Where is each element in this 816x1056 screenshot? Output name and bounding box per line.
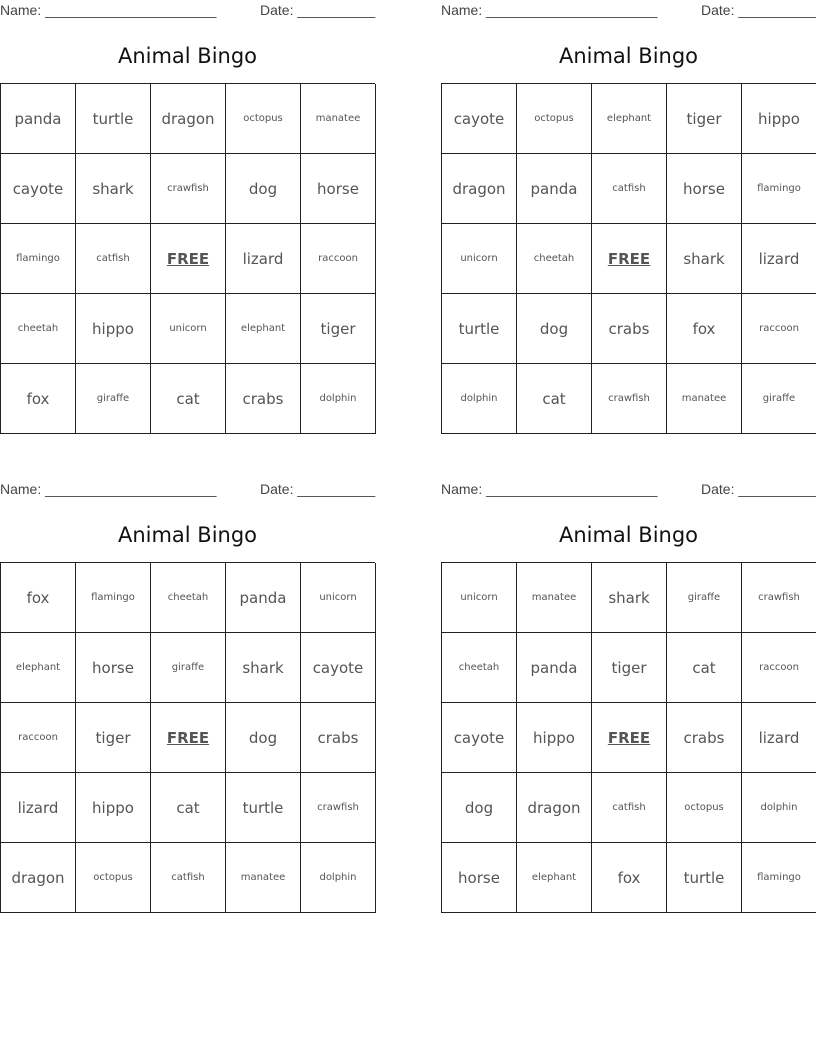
bingo-cell: flamingo (742, 843, 816, 913)
bingo-cell: dolphin (742, 773, 816, 843)
bingo-cell: lizard (742, 224, 816, 294)
bingo-cell: horse (76, 633, 151, 703)
bingo-cell: raccoon (1, 703, 76, 773)
bingo-card-4 (441, 479, 816, 887)
bingo-cell: giraffe (667, 563, 742, 633)
card-header (0, 479, 375, 501)
bingo-cell: unicorn (442, 563, 517, 633)
bingo-cell: octopus (517, 84, 592, 154)
card-title: Animal Bingo (117, 523, 258, 547)
bingo-cell: giraffe (151, 633, 226, 703)
bingo-cell: catfish (592, 154, 667, 224)
bingo-cell: cayote (1, 154, 76, 224)
bingo-cell: cheetah (517, 224, 592, 294)
bingo-cell: flamingo (1, 224, 76, 294)
bingo-cell: manatee (226, 843, 301, 913)
bingo-cell: turtle (226, 773, 301, 843)
bingo-cell: octopus (76, 843, 151, 913)
date-field-label: Date: __________ (260, 481, 376, 497)
bingo-cell: manatee (517, 563, 592, 633)
bingo-cell: giraffe (76, 364, 151, 434)
bingo-cell: crabs (301, 703, 376, 773)
bingo-cell: turtle (76, 84, 151, 154)
bingo-cell: catfish (592, 773, 667, 843)
bingo-cell: giraffe (742, 364, 816, 434)
bingo-card-2 (441, 0, 816, 408)
bingo-cell: elephant (1, 633, 76, 703)
name-field-label: Name: ______________________ (441, 481, 658, 497)
bingo-cell: unicorn (301, 563, 376, 633)
bingo-cell: turtle (442, 294, 517, 364)
bingo-cell: flamingo (76, 563, 151, 633)
bingo-cell: cheetah (442, 633, 517, 703)
free-space-cell: FREE (151, 703, 226, 773)
bingo-cell: hippo (517, 703, 592, 773)
bingo-cell: dolphin (301, 364, 376, 434)
bingo-cell: shark (226, 633, 301, 703)
bingo-cell: hippo (76, 294, 151, 364)
bingo-cell: catfish (76, 224, 151, 294)
bingo-cell: unicorn (442, 224, 517, 294)
bingo-cell: cayote (301, 633, 376, 703)
bingo-cell: elephant (592, 84, 667, 154)
bingo-cell: dolphin (442, 364, 517, 434)
bingo-cell: tiger (301, 294, 376, 364)
bingo-cell: lizard (742, 703, 816, 773)
bingo-card-3 (0, 479, 376, 887)
bingo-cell: horse (667, 154, 742, 224)
bingo-cell: lizard (1, 773, 76, 843)
bingo-cell: manatee (667, 364, 742, 434)
bingo-cell: cayote (442, 703, 517, 773)
bingo-cell: cat (517, 364, 592, 434)
bingo-cell: turtle (667, 843, 742, 913)
bingo-cell: elephant (226, 294, 301, 364)
bingo-cell: cat (151, 773, 226, 843)
bingo-cell: dolphin (301, 843, 376, 913)
bingo-cell: horse (301, 154, 376, 224)
bingo-cell: shark (592, 563, 667, 633)
bingo-cell: dragon (1, 843, 76, 913)
bingo-cell: tiger (667, 84, 742, 154)
free-space-cell: FREE (592, 224, 667, 294)
bingo-cell: lizard (226, 224, 301, 294)
bingo-cell: cat (667, 633, 742, 703)
bingo-cell: crawfish (151, 154, 226, 224)
card-title: Animal Bingo (558, 523, 699, 547)
bingo-cell: catfish (151, 843, 226, 913)
date-field-label: Date: __________ (701, 481, 816, 497)
bingo-cell: raccoon (742, 294, 816, 364)
bingo-cell: elephant (517, 843, 592, 913)
bingo-cell: panda (226, 563, 301, 633)
bingo-cell: octopus (226, 84, 301, 154)
free-space-cell: FREE (592, 703, 667, 773)
bingo-cell: crabs (226, 364, 301, 434)
bingo-cell: dog (517, 294, 592, 364)
bingo-cell: horse (442, 843, 517, 913)
bingo-cell: fox (592, 843, 667, 913)
bingo-cell: crawfish (592, 364, 667, 434)
bingo-cell: hippo (76, 773, 151, 843)
bingo-cell: crabs (667, 703, 742, 773)
bingo-grid (0, 83, 375, 434)
bingo-cell: cheetah (1, 294, 76, 364)
bingo-cell: dragon (517, 773, 592, 843)
name-field-label: Name: ______________________ (0, 2, 217, 18)
bingo-cell: crawfish (301, 773, 376, 843)
name-field-label: Name: ______________________ (0, 481, 217, 497)
bingo-grid (441, 83, 816, 434)
bingo-cell: tiger (592, 633, 667, 703)
bingo-cell: fox (667, 294, 742, 364)
bingo-cell: tiger (76, 703, 151, 773)
card-title: Animal Bingo (558, 44, 699, 68)
bingo-cell: cat (151, 364, 226, 434)
bingo-cell: cayote (442, 84, 517, 154)
bingo-cell: octopus (667, 773, 742, 843)
bingo-cell: crawfish (742, 563, 816, 633)
bingo-cell: shark (76, 154, 151, 224)
bingo-cell: dragon (151, 84, 226, 154)
bingo-cell: shark (667, 224, 742, 294)
bingo-cell: fox (1, 364, 76, 434)
bingo-cell: dog (226, 703, 301, 773)
bingo-cell: dragon (442, 154, 517, 224)
bingo-cell: hippo (742, 84, 816, 154)
bingo-cell: dog (442, 773, 517, 843)
bingo-cell: panda (517, 633, 592, 703)
bingo-cell: dog (226, 154, 301, 224)
bingo-cell: raccoon (742, 633, 816, 703)
date-field-label: Date: __________ (701, 2, 816, 18)
name-field-label: Name: ______________________ (441, 2, 658, 18)
bingo-cell: crabs (592, 294, 667, 364)
bingo-cell: raccoon (301, 224, 376, 294)
bingo-cell: panda (517, 154, 592, 224)
bingo-cell: fox (1, 563, 76, 633)
bingo-grid (441, 562, 816, 913)
card-header (0, 0, 375, 22)
date-field-label: Date: __________ (260, 2, 376, 18)
bingo-cell: flamingo (742, 154, 816, 224)
bingo-grid (0, 562, 375, 913)
card-header (441, 479, 816, 501)
bingo-cell: panda (1, 84, 76, 154)
card-header (441, 0, 816, 22)
bingo-card-1 (0, 0, 376, 408)
bingo-cell: manatee (301, 84, 376, 154)
free-space-cell: FREE (151, 224, 226, 294)
bingo-cell: unicorn (151, 294, 226, 364)
card-title: Animal Bingo (117, 44, 258, 68)
bingo-cell: cheetah (151, 563, 226, 633)
